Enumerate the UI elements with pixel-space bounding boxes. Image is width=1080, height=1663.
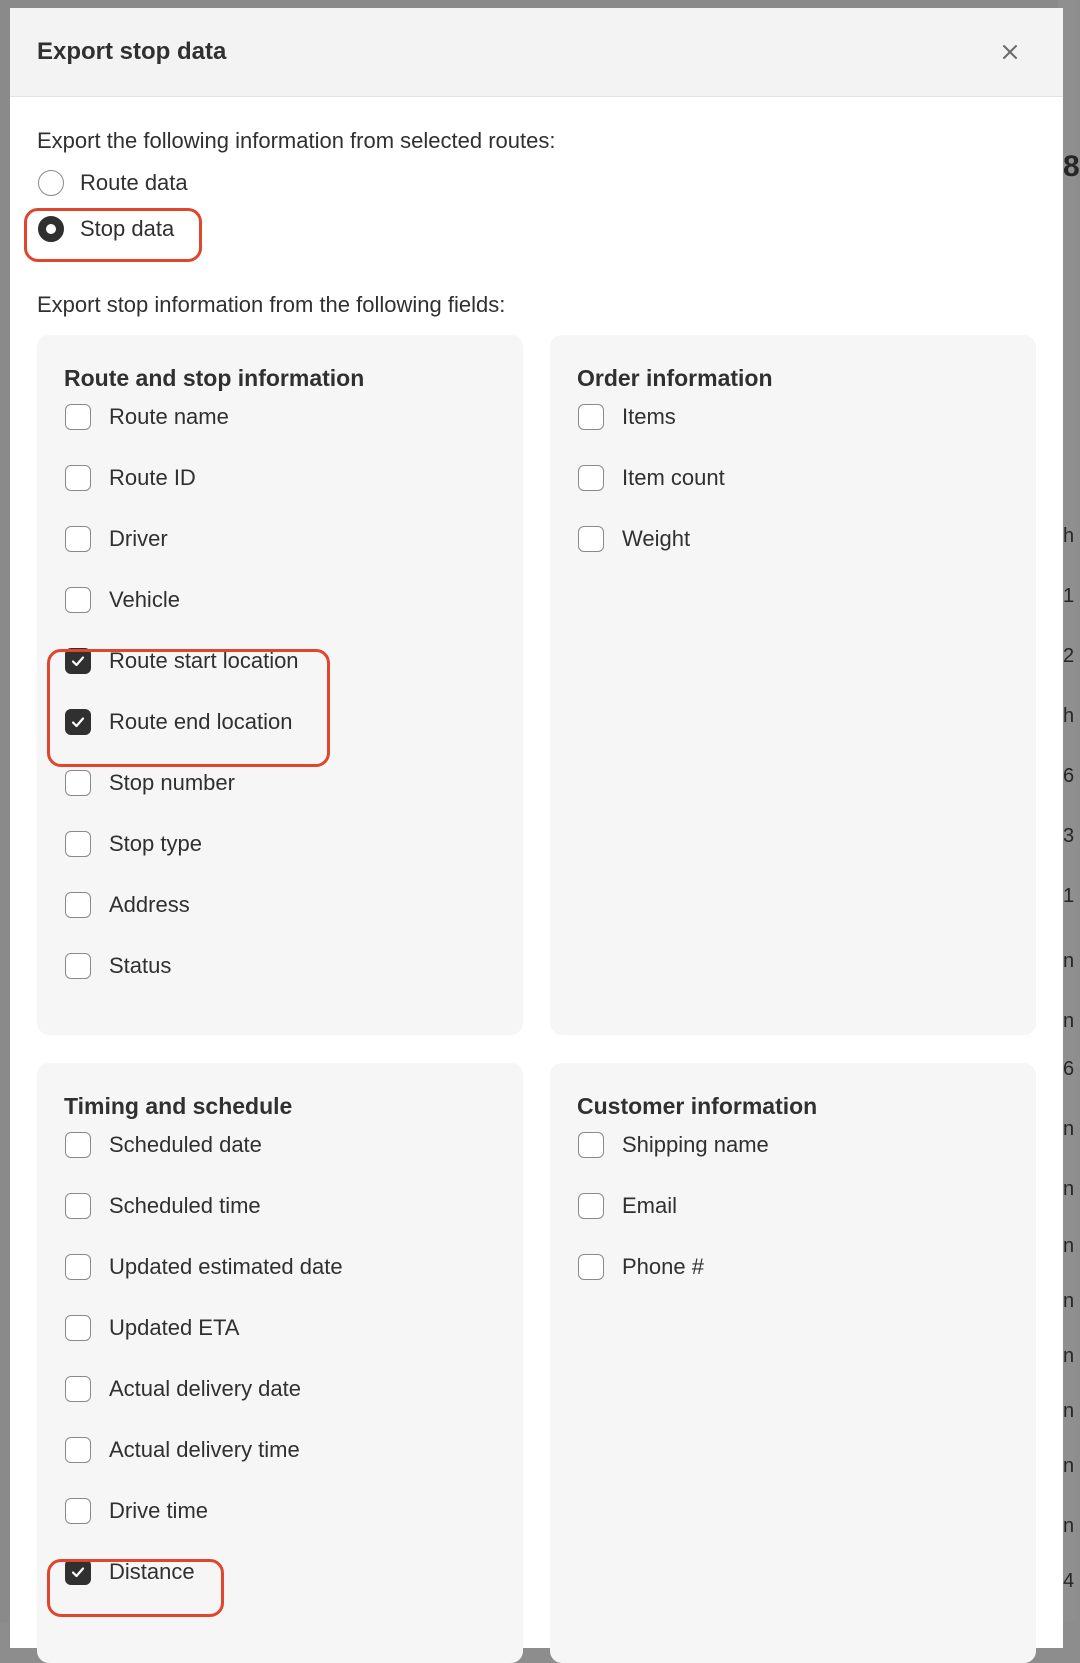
background-glyph: 6 <box>1063 765 1075 787</box>
checkbox-label: Actual delivery time <box>109 1437 300 1462</box>
checkbox-row-shipping-name[interactable] <box>578 1132 769 1158</box>
checkbox-row-phone-number[interactable] <box>578 1254 704 1280</box>
checkbox-row-item-count[interactable] <box>578 465 725 491</box>
checkbox-route-name[interactable] <box>65 404 91 430</box>
background-glyph: 6 <box>1063 1058 1075 1080</box>
checkbox-label: Item count <box>622 465 725 490</box>
background-glyph: 3 <box>1063 825 1075 847</box>
highlight-route-locations <box>47 649 330 767</box>
checkbox-email[interactable] <box>578 1193 604 1219</box>
checkbox-label: Shipping name <box>622 1132 769 1157</box>
checkbox-row-updated-eta[interactable] <box>65 1315 239 1341</box>
section-customer-info <box>550 1063 1036 1663</box>
checkbox-driver[interactable] <box>65 526 91 552</box>
background-glyph: n <box>1063 1400 1075 1422</box>
checkbox-route-id[interactable] <box>65 465 91 491</box>
checkbox-actual-delivery-date[interactable] <box>65 1376 91 1402</box>
checkbox-label: Route ID <box>109 465 196 490</box>
checkbox-label: Scheduled date <box>109 1132 262 1157</box>
checkbox-status[interactable] <box>65 953 91 979</box>
checkbox-label: Status <box>109 953 172 978</box>
checkbox-label: Scheduled time <box>109 1193 261 1218</box>
checkbox-row-route-id[interactable] <box>65 465 196 491</box>
checkbox-label: Route end location <box>109 709 293 734</box>
background-glyph: n <box>1063 1178 1075 1200</box>
background-glyph: n <box>1063 1118 1075 1140</box>
checkbox-row-updated-estimated-date[interactable] <box>65 1254 343 1280</box>
close-button[interactable] <box>998 40 1022 64</box>
background-glyph: 8 <box>1063 150 1080 183</box>
checkbox-label: Updated estimated date <box>109 1254 343 1279</box>
checkbox-row-stop-number[interactable] <box>65 770 235 796</box>
radio-route-data-label: Route data <box>80 170 188 195</box>
checkbox-actual-delivery-time[interactable] <box>65 1437 91 1463</box>
checkbox-row-route-name[interactable] <box>65 404 229 430</box>
section-title: Order information <box>577 365 773 391</box>
checkbox-row-stop-type[interactable] <box>65 831 202 857</box>
checkbox-label: Actual delivery date <box>109 1376 301 1401</box>
export-dialog <box>10 8 1063 1648</box>
section-title: Timing and schedule <box>64 1093 293 1119</box>
checkbox-row-weight[interactable] <box>578 526 690 552</box>
checkbox-row-vehicle[interactable] <box>65 587 180 613</box>
checkbox-label: Updated ETA <box>109 1315 240 1340</box>
section-title: Customer information <box>577 1093 818 1119</box>
checkbox-row-actual-delivery-time[interactable] <box>65 1437 300 1463</box>
section-title: Route and stop information <box>64 365 365 391</box>
dialog-header <box>10 8 1063 97</box>
checkbox-drive-time[interactable] <box>65 1498 91 1524</box>
checkbox-updated-eta[interactable] <box>65 1315 91 1341</box>
checkbox-shipping-name[interactable] <box>578 1132 604 1158</box>
checkbox-items[interactable] <box>578 404 604 430</box>
checkbox-label: Vehicle <box>109 587 180 612</box>
checkbox-vehicle[interactable] <box>65 587 91 613</box>
checkbox-address[interactable] <box>65 892 91 918</box>
background-glyph: n <box>1063 950 1075 972</box>
radio-route-data[interactable] <box>38 170 188 196</box>
checkbox-row-status[interactable] <box>65 953 171 979</box>
close-icon <box>1002 44 1018 60</box>
background-glyph: n <box>1063 1010 1075 1032</box>
checkbox-row-scheduled-time[interactable] <box>65 1193 261 1219</box>
checkbox-label: Phone # <box>622 1254 704 1279</box>
dialog-title: Export stop data <box>37 38 227 65</box>
checkbox-row-driver[interactable] <box>65 526 168 552</box>
checkbox-label: Address <box>109 892 190 917</box>
background-glyph: n <box>1063 1455 1075 1477</box>
background-glyph: n <box>1063 1515 1075 1537</box>
checkbox-label: Stop number <box>109 770 235 795</box>
section-order-info <box>550 335 1036 1035</box>
checkbox-row-address[interactable] <box>65 892 190 918</box>
checkbox-label: Items <box>622 404 676 429</box>
checkbox-row-drive-time[interactable] <box>65 1498 208 1524</box>
checkbox-row-email[interactable] <box>578 1193 677 1219</box>
background-glyph: h <box>1063 525 1075 547</box>
checkbox-label: Email <box>622 1193 678 1218</box>
background-glyph: h <box>1063 705 1075 727</box>
radio-route-data-control[interactable] <box>38 170 64 196</box>
export-type-prompt: Export the following information from selected routes: <box>37 128 556 153</box>
checkbox-updated-estimated-date[interactable] <box>65 1254 91 1280</box>
checkbox-label: Drive time <box>109 1498 209 1523</box>
checkbox-phone-number[interactable] <box>578 1254 604 1280</box>
background-glyph: n <box>1063 1290 1075 1312</box>
checkbox-label: Driver <box>109 526 168 551</box>
checkbox-label: Distance <box>109 1559 195 1584</box>
radio-stop-data-label: Stop data <box>80 216 175 241</box>
checkbox-stop-number[interactable] <box>65 770 91 796</box>
fields-prompt: Export stop information from the following fields: <box>37 292 506 317</box>
checkbox-scheduled-time[interactable] <box>65 1193 91 1219</box>
highlight-distance <box>47 1559 224 1617</box>
checkbox-label: Route start location <box>109 648 299 673</box>
background-glyph: 1 <box>1063 885 1075 907</box>
checkbox-label: Route name <box>109 404 229 429</box>
background-glyph: 4 <box>1063 1570 1075 1592</box>
checkbox-label: Stop type <box>109 831 202 856</box>
highlight-stop-data <box>24 208 202 262</box>
checkbox-stop-type[interactable] <box>65 831 91 857</box>
checkbox-label: Weight <box>622 526 691 551</box>
background-glyph: n <box>1063 1235 1075 1257</box>
background-glyph: 2 <box>1063 645 1075 667</box>
background-glyph: 1 <box>1063 585 1075 607</box>
checkbox-row-items[interactable] <box>578 404 676 430</box>
checkbox-item-count[interactable] <box>578 465 604 491</box>
checkbox-scheduled-date[interactable] <box>65 1132 91 1158</box>
checkbox-row-actual-delivery-date[interactable] <box>65 1376 301 1402</box>
checkbox-row-scheduled-date[interactable] <box>65 1132 262 1158</box>
background-glyph: n <box>1063 1345 1075 1367</box>
checkbox-weight[interactable] <box>578 526 604 552</box>
